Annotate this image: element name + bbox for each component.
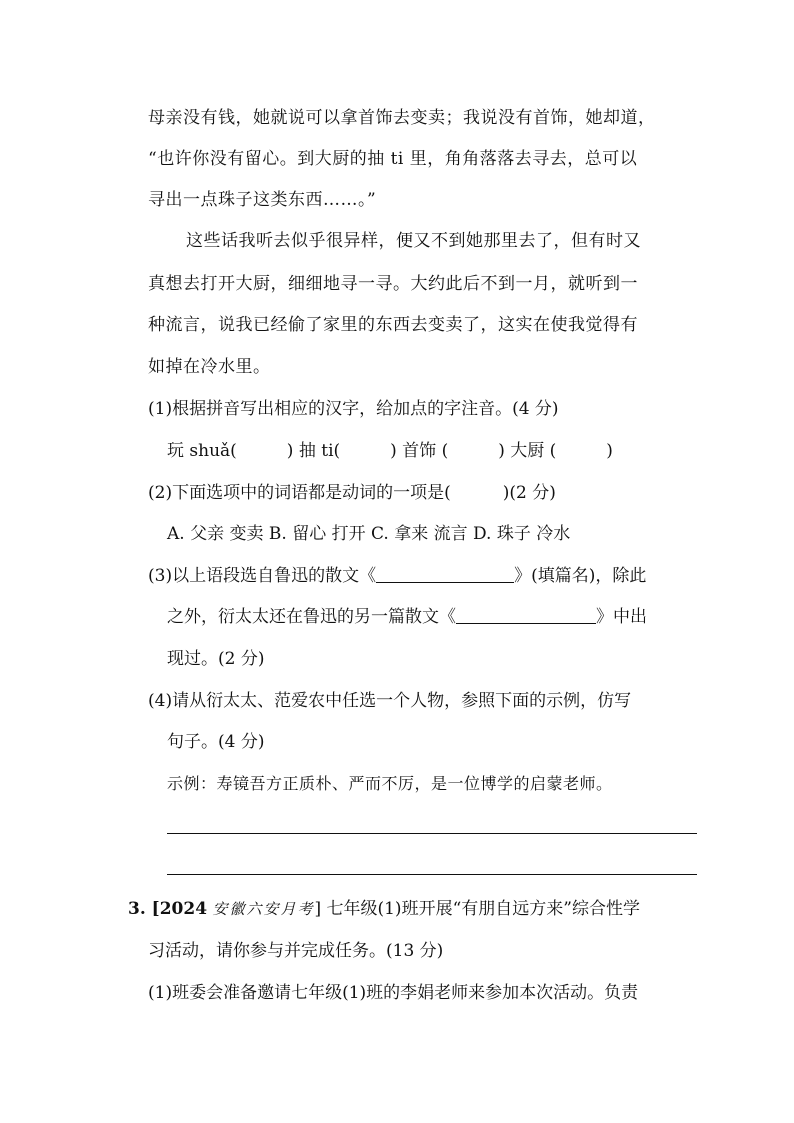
passage-line-6: 种流言，说我已经偷了家里的东西去变卖了，这实在使我觉得有	[148, 315, 638, 335]
task-3-rest: ] 七年级(1)班开展“有朋自远方来”综合性学	[314, 899, 640, 919]
q2-prompt-text: (2)下面选项中的词语都是动词的一项是(	[148, 483, 451, 503]
q3-line1-a: (3)以上语段选自鲁迅的散文《	[148, 566, 377, 586]
task-3-sub-1: (1)班委会准备邀请七年级(1)班的李娟老师来参加本次活动。负责	[148, 983, 639, 1003]
passage-line-2: “也许你没有留心。到大厨的抽 ti 里，角角落落去寻去，总可以	[148, 149, 638, 169]
question-1-prompt: (1)根据拼音写出相应的汉字，给加点的字注音。(4 分)	[148, 399, 559, 419]
question-3-line-1	[148, 564, 646, 588]
question-2-options: A. 父亲 变卖 B. 留心 打开 C. 拿来 流言 D. 珠子 冷水	[167, 524, 571, 544]
question-2-prompt	[148, 481, 556, 505]
passage-line-4: 这些话我听去似乎很异样，便又不到她那里去了，但有时又	[186, 231, 641, 251]
question-4-example: 示例：寿镜吾方正质朴、严而不厉，是一位博学的启蒙老师。	[167, 774, 613, 793]
task-3-line-2: 习活动，请你参与并完成任务。(13 分)	[148, 941, 444, 961]
passage-line-7: 如掉在冷水里。	[148, 357, 271, 377]
question-3-line-3: 现过。(2 分)	[167, 649, 265, 669]
question-1-items	[167, 439, 613, 463]
question-4-line-1: (4)请从衍太太、范爱农中任选一个人物，参照下面的示例，仿写	[148, 691, 632, 711]
q3-line1-b: 》(填篇名)，除此	[514, 566, 647, 586]
q3-line2-b: 》中出	[596, 607, 647, 627]
question-3-line-2	[167, 605, 647, 629]
question-4-line-2: 句子。(4 分)	[167, 732, 265, 752]
task-3-number: 3. [2024	[128, 899, 208, 919]
answer-line-1[interactable]	[167, 833, 697, 834]
q1-item-2: ) 抽 ti(	[286, 441, 341, 461]
passage-line-3: 寻出一点珠子这类东西……。”	[148, 190, 377, 210]
answer-line-2[interactable]	[167, 874, 697, 875]
q2-suffix: )(2 分)	[502, 483, 556, 503]
q3-blank-1[interactable]	[376, 564, 514, 583]
task-3-source: 安徽六安月考	[212, 900, 315, 918]
passage-line-5: 真想去打开大厨，细细地寻一寻。大约此后不到一月，就听到一	[148, 274, 638, 294]
passage-line-1: 母亲没有钱，她就说可以拿首饰去变卖；我说没有首饰，她却道，	[148, 108, 656, 128]
q1-item-5: )	[606, 441, 613, 461]
q1-item-1: 玩 shuǎ(	[167, 441, 237, 461]
task-3-line-1	[128, 897, 640, 921]
q1-item-3: ) 首饰 (	[390, 441, 449, 461]
q3-line2-a: 之外，衍太太还在鲁迅的另一篇散文《	[167, 607, 456, 627]
q1-item-4: ) 大厨 (	[498, 441, 557, 461]
q3-blank-2[interactable]	[456, 605, 596, 624]
